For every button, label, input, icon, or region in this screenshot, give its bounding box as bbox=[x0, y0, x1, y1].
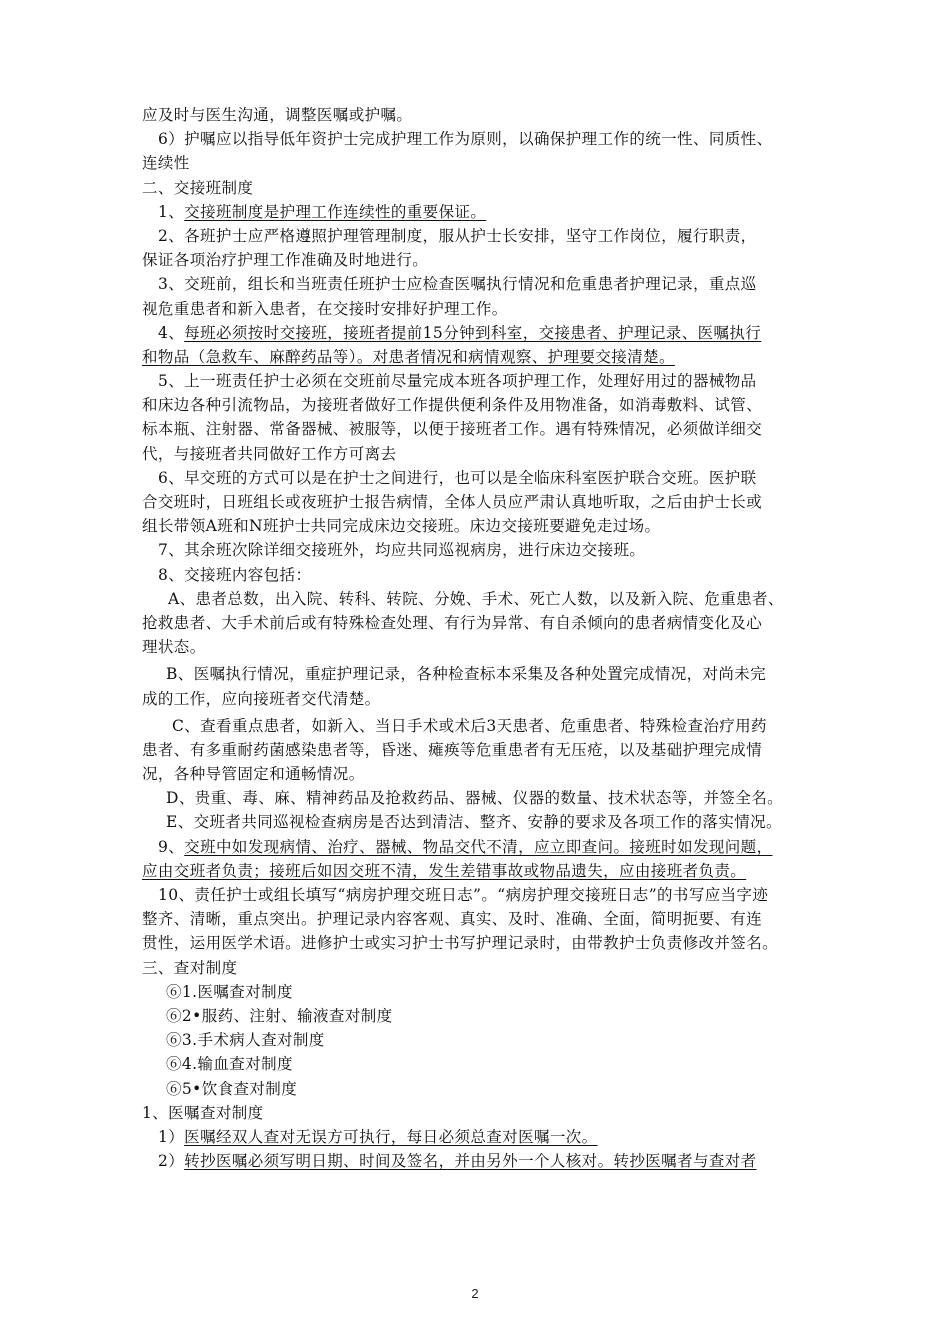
item-number: 9、 bbox=[158, 837, 185, 856]
text-line: 7、其余班次除详细交接班外，均应共同巡视病房，进行床边交接班。 bbox=[158, 541, 646, 560]
section-heading: 三、查对制度 bbox=[142, 958, 238, 977]
text-line: 况，各种导管固定和通畅情况。 bbox=[142, 765, 365, 784]
text-line: 理状态。 bbox=[142, 638, 206, 657]
text-line: 视危重患者和新入患者，在交接时安排好护理工作。 bbox=[142, 299, 508, 318]
text-line: C、查看重点患者，如新入、当日手术或术后3天患者、危重患者、特殊检查治疗用药 bbox=[172, 716, 767, 735]
item-number: 4、 bbox=[158, 323, 185, 342]
text-line: 5、上一班责任护士必须在交班前尽量完成本班各项护理工作，处理好用过的器械物品 bbox=[158, 372, 757, 391]
text-line bbox=[142, 321, 832, 345]
underlined-text: 交班中如发现病情、治疗、器械、物品交代不清，应立即查问。接班时如发现问题， bbox=[184, 837, 773, 856]
text-line: 合交班时，日班组长或夜班护士报告病情，全体人员应严肃认真地听取，之后由护士长或 bbox=[142, 493, 763, 511]
text-line: 和床边各种引流物品，为接班者做好工作提供便利条件及用物准备，如消毒敷料、试管、 bbox=[142, 396, 763, 415]
text-line: B、医嘱执行情况，重症护理记录，各种检查标本采集及各种处置完成情况，对尚未完 bbox=[166, 665, 767, 684]
text-line: 6、早交班的方式可以是在护士之间进行，也可以是全临床科室医护联合交班。医护联 bbox=[158, 468, 757, 487]
page-number: 2 bbox=[471, 1286, 479, 1301]
text-line: 3、交班前，组长和当班责任班护士应检查医嘱执行情况和危重患者护理记录，重点巡 bbox=[158, 275, 757, 294]
text-line: 标本瓶、注射器、常备器械、被服等，以便于接班者工作。遇有特殊情况，必须做详细交 bbox=[142, 420, 763, 439]
section-heading: 二、交接班制度 bbox=[142, 178, 254, 197]
text-line: A、患者总数，出入院、转科、转院、分娩、手术、死亡人数，以及新入院、危重患者、 bbox=[168, 589, 784, 608]
underlined-text: 交接班制度是护理工作连续性的重要保证。 bbox=[184, 202, 487, 221]
text-line: 应及时与医生沟通，调整医嘱或护嘱。 bbox=[142, 106, 413, 124]
underlined-text: 转抄医嘱必须写明日期、时间及签名，并由另外一个人核对。转抄医嘱者与查对者 bbox=[184, 1152, 757, 1171]
text-line bbox=[142, 1149, 832, 1173]
underlined-text: 每班必须按时交接班，接班者提前15分钟到科室，交接患者、护理记录、医嘱执行 bbox=[184, 323, 762, 342]
underlined-text: 和物品（急救车、麻醉药品等）。对患者情况和病情观察、护理要交接清楚。 bbox=[142, 347, 675, 366]
text-line: 贯性，运用医学术语。进修护士或实习护士书写护理记录时，由带教护士负责修改并签名。 bbox=[142, 934, 779, 953]
toc-item: ⑥3.手术病人查对制度 bbox=[166, 1031, 325, 1050]
toc-item: ⑥4.输血查对制度 bbox=[166, 1055, 293, 1074]
text-line: 连续性 bbox=[142, 154, 190, 173]
item-number: 1、 bbox=[158, 202, 185, 221]
subsection-heading: 1、医嘱查对制度 bbox=[142, 1103, 264, 1122]
toc-item: ⑥5•饮食查对制度 bbox=[166, 1079, 298, 1098]
underlined-text: 应由交班者负责；接班后如因交班不清，发生差错事故或物品遗失，应由接班者负责。 bbox=[142, 861, 747, 880]
text-line bbox=[142, 1125, 832, 1149]
text-line: 整齐、清晰，重点突出。护理记录内容客观、真实、及时、准确、全面，简明扼要、有连 bbox=[142, 910, 763, 929]
text-line: 患者、有多重耐药菌感染患者等，昏迷、瘫痪等危重患者有无压疮，以及基础护理完成情 bbox=[142, 740, 763, 759]
text-line: 10、责任护士或组长填写“病房护理交班日志”。“病房护理交接班日志”的书写应当字迹 bbox=[158, 886, 769, 904]
toc-item: ⑥1.医嘱查对制度 bbox=[166, 982, 293, 1001]
text-line: 8、交接班内容包括： bbox=[158, 565, 312, 584]
item-number: 2） bbox=[158, 1152, 185, 1171]
underlined-text: 医嘱经双人查对无误方可执行，每日必须总查对医嘱一次。 bbox=[184, 1127, 598, 1146]
text-line: 代，与接班者共同做好工作方可离去 bbox=[142, 444, 397, 463]
text-line: 保证各项治疗护理工作准确及时地进行。 bbox=[142, 251, 429, 270]
toc-item: ⑥2•服药、注射、输液查对制度 bbox=[166, 1006, 393, 1025]
text-line: D、贵重、毒、麻、精神药品及抢救药品、器械、仪器的数量、技术状态等，并签全名。 bbox=[166, 789, 784, 808]
text-line bbox=[142, 835, 832, 859]
text-line: 抢救患者、大手术前后或有特殊检查处理、有行为异常、有自杀倾向的患者病情变化及心 bbox=[142, 613, 763, 632]
item-number: 1） bbox=[158, 1127, 185, 1146]
text-line: 2、各班护士应严格遵照护理管理制度，服从护士长安排，坚守工作岗位，履行职责， bbox=[158, 226, 757, 245]
text-line: E、交班者共同巡视检查病房是否达到清洁、整齐、安静的要求及各项工作的落实情况。 bbox=[166, 813, 782, 832]
text-line bbox=[142, 200, 832, 224]
document-body bbox=[142, 103, 832, 1173]
text-line: 组长带领A班和N班护士共同完成床边交接班。床边交接班要避免走过场。 bbox=[142, 517, 661, 536]
text-line: 6）护嘱应以指导低年资护士完成护理工作为原则，以确保护理工作的统一性、同质性、 bbox=[158, 130, 773, 149]
text-line: 成的工作，应向接班者交代清楚。 bbox=[142, 689, 381, 708]
